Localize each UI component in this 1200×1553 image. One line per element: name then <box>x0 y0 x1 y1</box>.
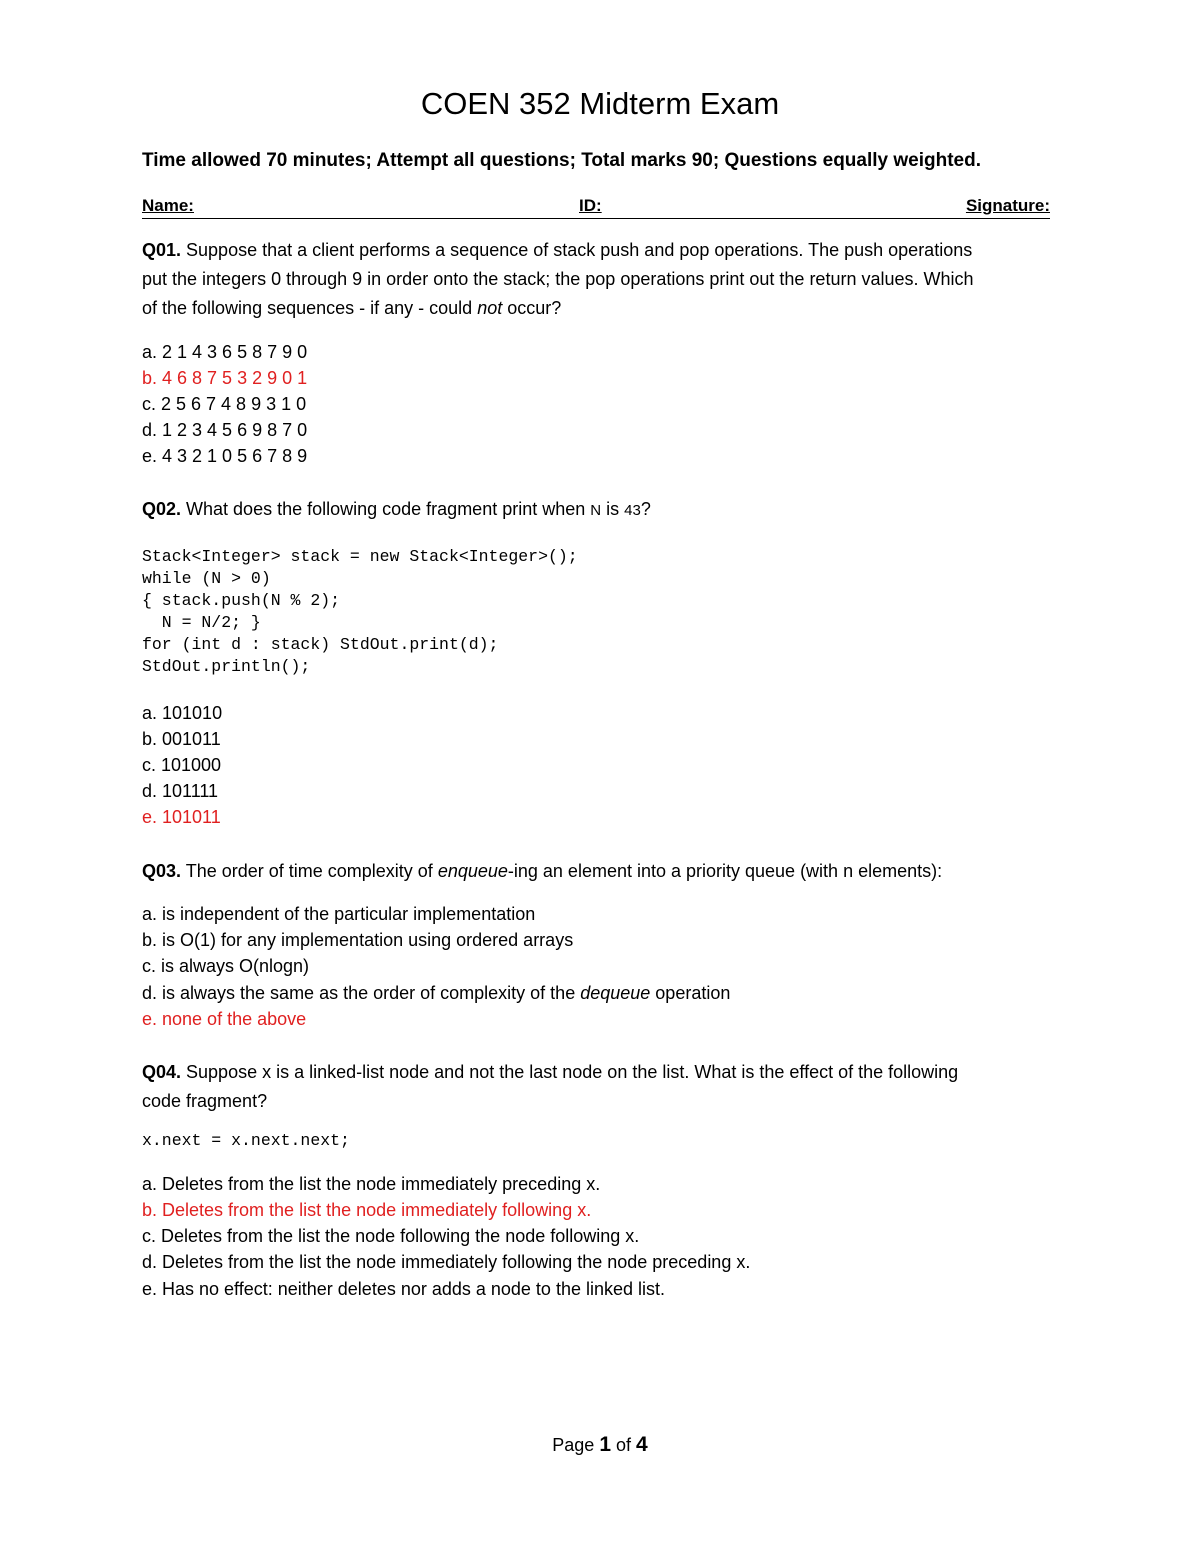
footer-page-word: Page <box>552 1435 600 1455</box>
q04-code-line: x.next = x.next.next; <box>142 1131 350 1150</box>
q01-text-line-3 <box>142 295 561 321</box>
q02-option-c: c. 101000 <box>142 755 222 775</box>
q03-option-a: a. is independent of the particular implementation <box>142 904 536 924</box>
q03-option-e-correct: e. none of the above <box>142 1009 307 1029</box>
q02-text-43: 43 <box>624 502 641 519</box>
q03-option-d <box>142 980 730 1006</box>
q02-option-d: d. 101111 <box>142 781 219 801</box>
q03-text-a: The order of time complexity of <box>181 861 438 881</box>
q02-text-line <box>142 496 651 524</box>
q01-text-line-2: put the integers 0 through 9 in order onto the stack; the pop operations print out the return values. Which <box>142 269 974 289</box>
q02-label: Q02. <box>142 499 182 519</box>
q02-code-line-6: StdOut.println(); <box>142 657 311 676</box>
q01-text-line-1 <box>142 237 972 263</box>
q01-option-a: a. 2 1 4 3 6 5 8 7 9 0 <box>142 342 308 362</box>
q01-option-c: c. 2 5 6 7 4 8 9 3 1 0 <box>142 394 307 414</box>
q04-option-e: e. Has no effect: neither deletes nor adds a node to the linked list. <box>142 1279 666 1299</box>
q04-option-b-correct: b. Deletes from the list the node immediately following x. <box>142 1200 592 1220</box>
footer-total-pages: 4 <box>636 1433 648 1456</box>
q01-text-1: Suppose that a client performs a sequence of stack push and pop operations. The push operations <box>181 240 973 260</box>
q03-label: Q03. <box>142 861 182 881</box>
q03-option-d-emphasis: dequeue <box>580 983 651 1003</box>
q01-text-3-emphasis: not <box>477 298 503 318</box>
student-id-line <box>142 194 1050 219</box>
q03-text-emphasis: enqueue <box>437 861 508 881</box>
q02-code-line-1: Stack<Integer> stack = new Stack<Integer>(); <box>142 547 578 566</box>
q02-code-line-3: { stack.push(N % 2); <box>142 591 341 610</box>
q02-text-n: N <box>590 502 602 519</box>
q03-text-line <box>142 858 942 884</box>
q01-label: Q01. <box>142 240 182 260</box>
q02-text-b: is <box>601 499 625 519</box>
q02-code-line-4: N = N/2; } <box>142 613 261 632</box>
signature-label: Signature: <box>965 196 1050 215</box>
q04-text-line-1 <box>142 1059 958 1085</box>
q03-option-d-b: operation <box>650 983 731 1003</box>
q01-option-d: d. 1 2 3 4 5 6 9 8 7 0 <box>142 420 308 440</box>
q02-text-a: What does the following code fragment print when <box>181 499 591 519</box>
exam-title: COEN 352 Midterm Exam <box>420 86 780 121</box>
q01-option-e: e. 4 3 2 1 0 5 6 7 8 9 <box>142 446 308 466</box>
q01-text-3b: occur? <box>502 298 562 318</box>
q02-text-c: ? <box>640 499 651 519</box>
q04-option-d: d. Deletes from the list the node immediately following the node preceding x. <box>142 1252 751 1272</box>
q02-option-b: b. 001011 <box>142 729 221 749</box>
q01-text-3a: of the following sequences - if any - could <box>142 298 478 318</box>
exam-instructions: Time allowed 70 minutes; Attempt all questions; Total marks 90; Questions equally weighted. <box>142 150 981 171</box>
id-label: ID: <box>579 196 602 215</box>
q01-option-b-correct: b. 4 6 8 7 5 3 2 9 0 1 <box>142 368 308 388</box>
q04-option-c: c. Deletes from the list the node following the node following x. <box>142 1226 640 1246</box>
page-footer <box>0 1431 1200 1459</box>
name-label: Name: <box>142 196 194 215</box>
q03-option-d-a: d. is always the same as the order of complexity of the <box>142 983 581 1003</box>
q04-text-1: Suppose x is a linked-list node and not the last node on the list. What is the effect of the following <box>181 1062 959 1082</box>
q04-text-line-2: code fragment? <box>142 1091 268 1111</box>
q03-option-c: c. is always O(nlogn) <box>142 956 310 976</box>
q02-code-line-5: for (int d : stack) StdOut.print(d); <box>142 635 499 654</box>
q03-option-b: b. is O(1) for any implementation using ordered arrays <box>142 930 574 950</box>
footer-page-number: 1 <box>599 1433 612 1456</box>
q03-text-b: -ing an element into a priority queue (with n elements): <box>507 861 943 881</box>
q02-option-e-correct: e. 101011 <box>142 807 221 827</box>
q02-option-a: a. 101010 <box>142 703 223 723</box>
q04-option-a: a. Deletes from the list the node immediately preceding x. <box>142 1174 601 1194</box>
q04-label: Q04. <box>142 1062 182 1082</box>
footer-of-word: of <box>611 1435 637 1455</box>
q02-code-line-2: while (N > 0) <box>142 569 271 588</box>
